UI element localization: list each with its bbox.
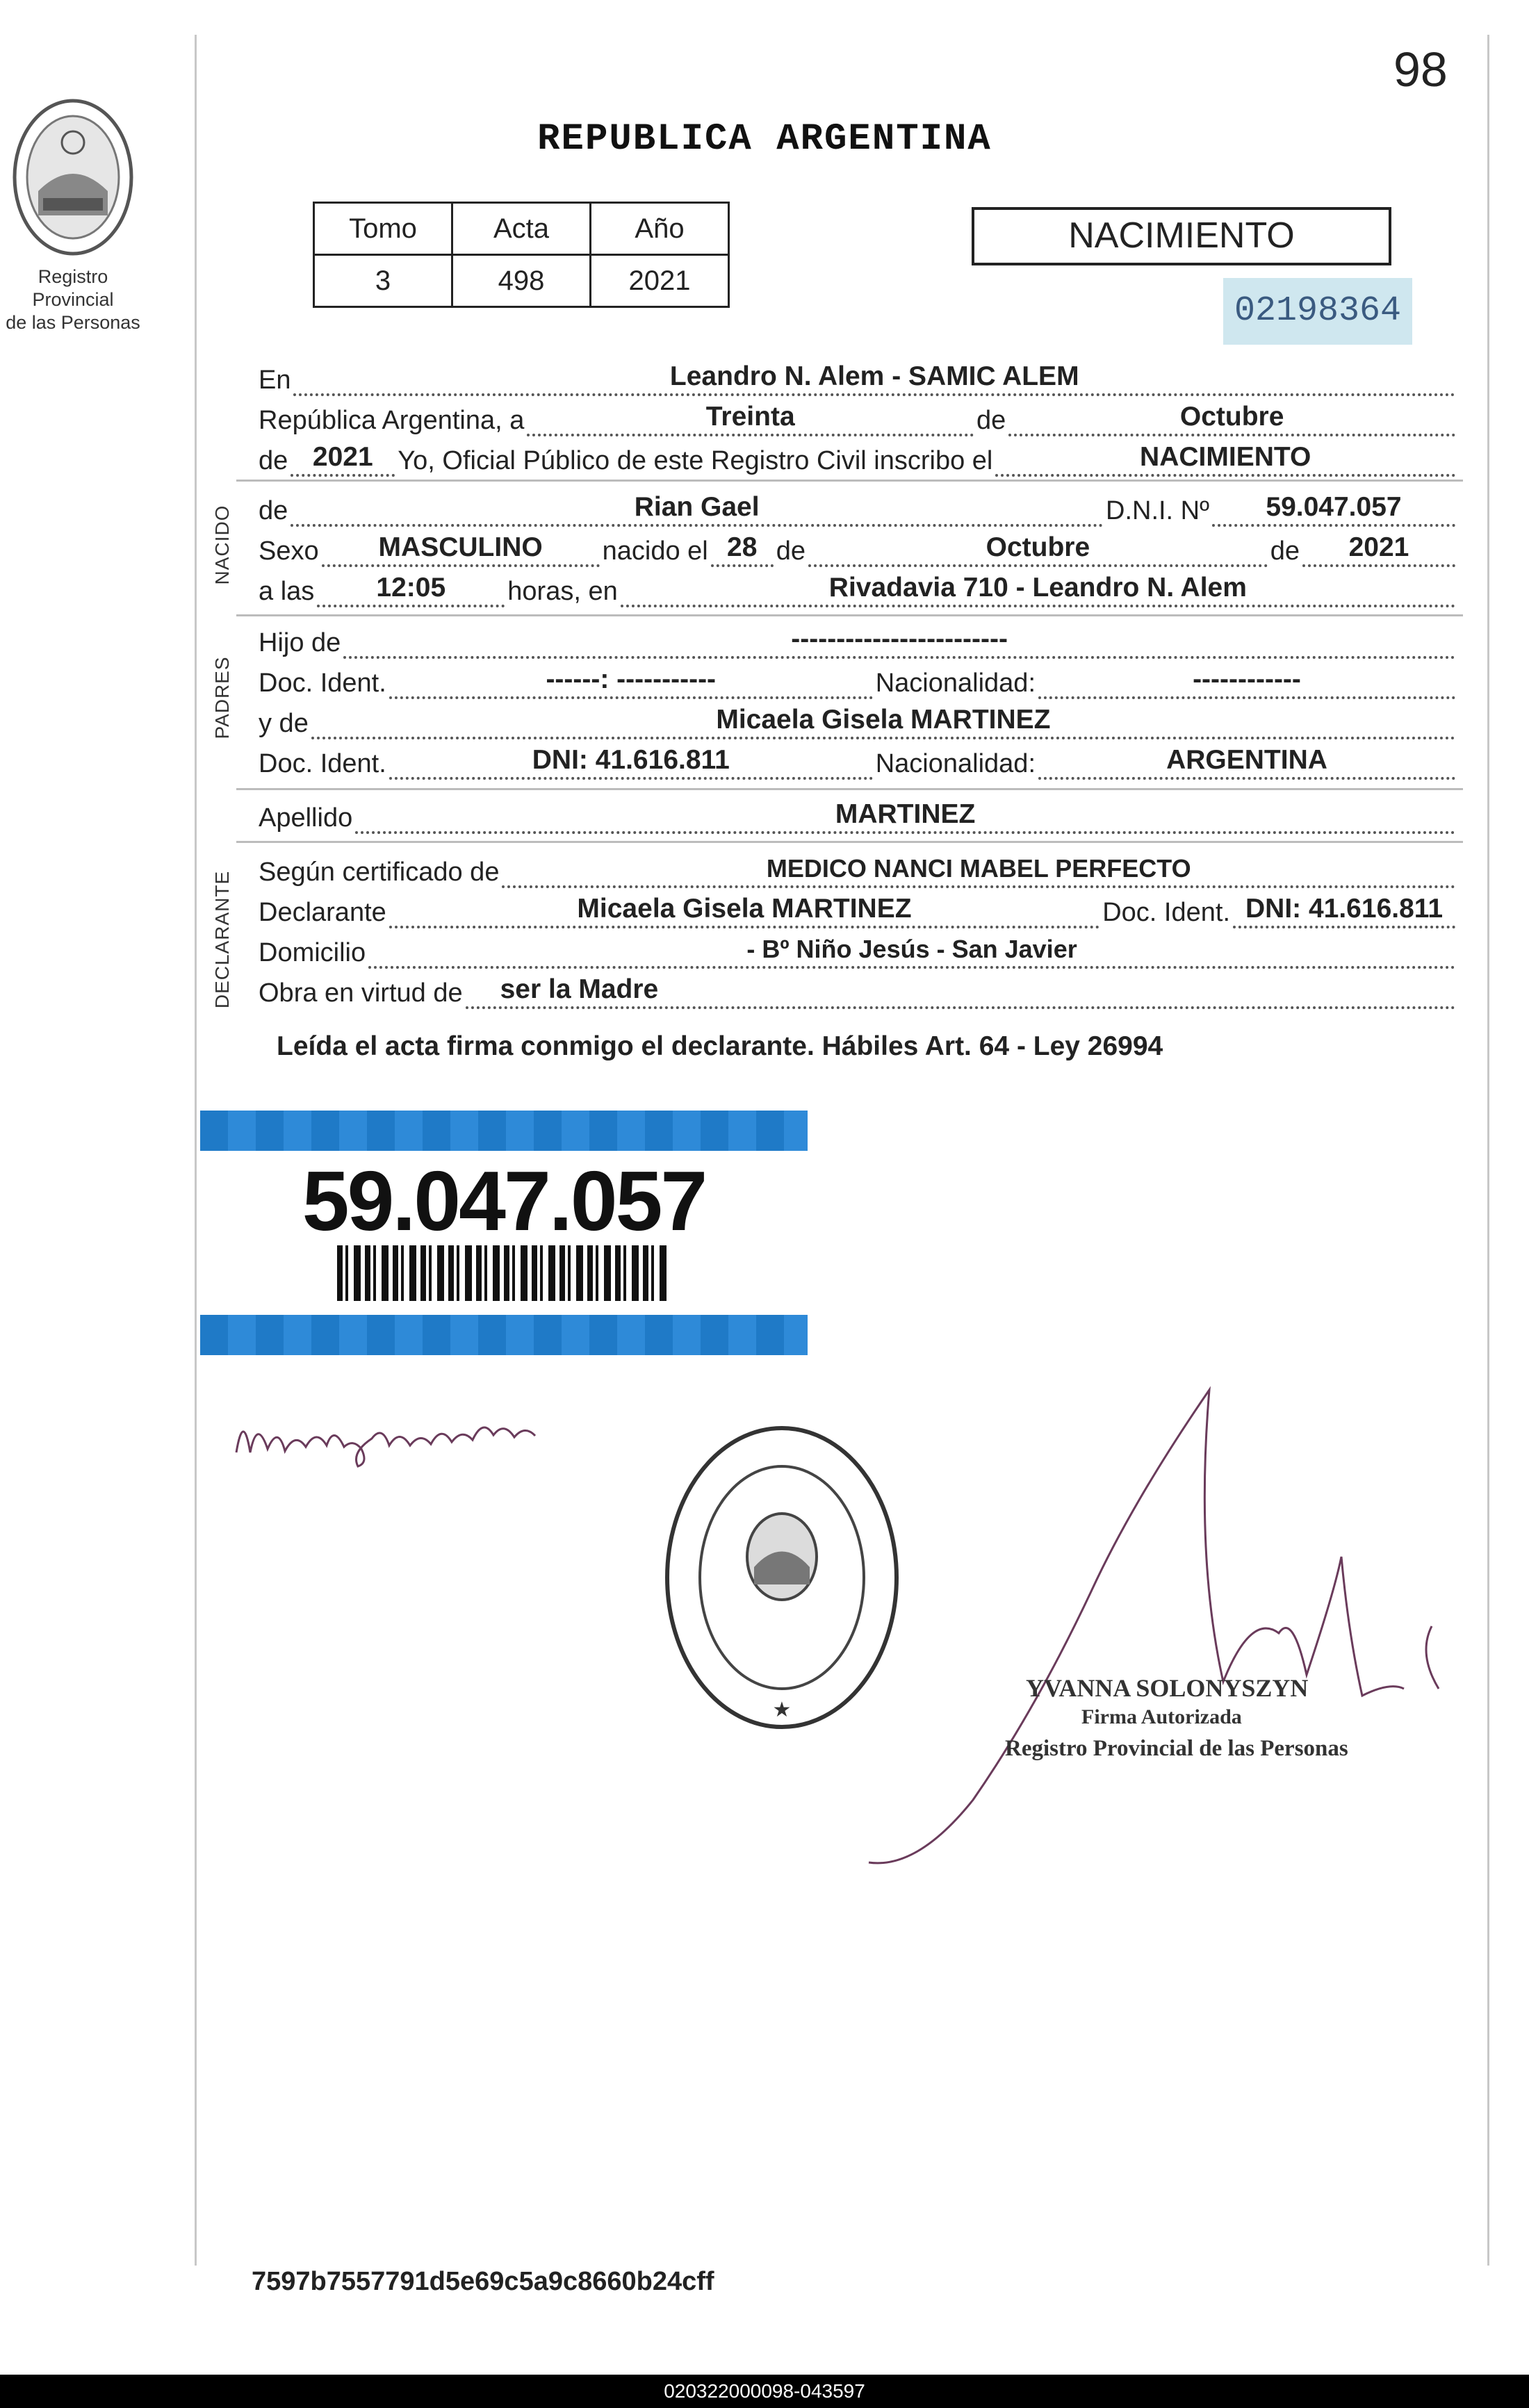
nacido-line-2 [259, 527, 1458, 567]
padre-nacionalidad: ------------ [1193, 664, 1301, 694]
record-reference-table [313, 202, 730, 308]
official-name: YVANNA SOLONYSZYN [1026, 1674, 1309, 1702]
de-label: de [976, 406, 1006, 435]
mes-value: Octubre [1179, 402, 1284, 432]
nacido-el-label: nacido el [602, 537, 708, 566]
sticker-band-top [200, 1111, 808, 1151]
closing-text: Leída el acta firma conmigo el declarante. Hábiles Art. 64 - Ley 26994 [277, 1031, 1163, 1061]
page-number: 98 [1393, 42, 1448, 97]
anio-value: 2021 [591, 255, 729, 307]
tomo-header: Tomo [314, 203, 452, 255]
declarante-line-3 [259, 928, 1458, 969]
padres-line-3 [259, 699, 1458, 739]
padres-section-label: PADRES [211, 656, 233, 739]
segun-label: Según certificado de [259, 858, 500, 887]
apellido-line [259, 794, 1458, 834]
declarante-section-label: DECLARANTE [211, 870, 233, 1009]
certificado-value: MEDICO NANCI MABEL PERFECTO [766, 854, 1191, 883]
acta-value: 498 [452, 255, 591, 307]
dni-sticker-number: 59.047.057 [302, 1154, 706, 1248]
padre-nacionalidad-label: Nacionalidad: [875, 669, 1036, 698]
intro-line-2 [259, 396, 1458, 436]
padre-nombre: ------------------------ [791, 624, 1008, 654]
padre-doc: ------: ----------- [546, 664, 717, 694]
nacido-de-label-2: de [776, 537, 806, 566]
padres-line-1 [259, 619, 1458, 659]
section-divider [236, 788, 1463, 790]
nacido-lugar: Rivadavia 710 - Leandro N. Alem [828, 573, 1247, 603]
nacido-de-label-3: de [1270, 537, 1300, 566]
madre-doc-label: Doc. Ident. [259, 749, 386, 778]
declarante-doc: DNI: 41.616.811 [1245, 894, 1444, 924]
declarante-label: Declarante [259, 898, 386, 927]
domicilio-value: - Bº Niño Jesús - San Javier [746, 935, 1077, 963]
acto-value: NACIMIENTO [1140, 442, 1311, 472]
anio-value: 2021 [312, 442, 373, 472]
de-label-2: de [259, 446, 288, 475]
nacido-anio: 2021 [1348, 532, 1409, 562]
footer-code-bar [0, 2375, 1529, 2408]
nacido-dia: 28 [727, 532, 758, 562]
padres-line-4 [259, 739, 1458, 780]
nacido-hora: 12:05 [376, 573, 446, 603]
padres-line-2 [259, 659, 1458, 699]
left-margin-rule [195, 35, 197, 2266]
declarante-line-2 [259, 888, 1458, 928]
nacido-dni: 59.047.057 [1266, 492, 1402, 522]
obra-label: Obra en virtud de [259, 978, 463, 1008]
declarante-line-4 [259, 969, 1458, 1009]
declarante-line-1 [259, 848, 1458, 888]
record-kind-box: NACIMIENTO [972, 207, 1391, 265]
en-label: En [259, 366, 291, 395]
svg-text:★: ★ [772, 1698, 792, 1721]
madre-nacionalidad-label: Nacionalidad: [875, 749, 1036, 778]
nacido-section-label: NACIDO [211, 505, 233, 585]
acta-header: Acta [452, 203, 591, 255]
declarante-doc-label: Doc. Ident. [1102, 898, 1230, 927]
section-divider [236, 480, 1463, 482]
section-divider [236, 614, 1463, 616]
declarante-nombre: Micaela Gisela MARTINEZ [577, 894, 912, 924]
nacido-sexo: MASCULINO [378, 532, 543, 562]
padre-doc-label: Doc. Ident. [259, 669, 386, 698]
right-margin-rule [1487, 35, 1489, 2266]
document-hash: 7597b7557791d5e69c5a9c8660b24cff [252, 2267, 714, 2296]
obra-value: ser la Madre [500, 974, 659, 1004]
nacido-nombre: Rian Gael [634, 492, 760, 522]
seal-caption-line2: de las Personas [6, 312, 140, 333]
oficial-text: Yo, Oficial Público de este Registro Civil inscribo el [398, 446, 993, 475]
provincial-seal [0, 94, 146, 261]
madre-nacionalidad: ARGENTINA [1166, 745, 1327, 775]
horas-en-label: horas, en [507, 577, 618, 606]
en-value: Leandro N. Alem - SAMIC ALEM [669, 361, 1079, 391]
seal-caption-line1: Registro Provincial [32, 266, 114, 310]
misiones-seal-icon [0, 94, 146, 261]
anio-header: Año [591, 203, 729, 255]
dia-value: Treinta [705, 402, 795, 432]
sexo-label: Sexo [259, 537, 319, 566]
sticker-band-bottom [200, 1315, 808, 1355]
intro-line-3 [259, 436, 1458, 477]
madre-doc: DNI: 41.616.811 [532, 745, 730, 775]
footer-code: 020322000098-043597 [664, 2380, 865, 2402]
intro-line-1 [259, 356, 1458, 396]
hijo-de-label: Hijo de [259, 628, 341, 657]
official-title: Firma Autorizada [1081, 1705, 1242, 1728]
y-de-label: y de [259, 709, 309, 738]
nacido-line-3 [259, 567, 1458, 607]
nacido-de-label: de [259, 496, 288, 525]
republica-label: República Argentina, a [259, 406, 525, 435]
barcode-icon [337, 1245, 671, 1301]
dni-sticker [200, 1151, 808, 1315]
dni-label: D.N.I. Nº [1106, 496, 1209, 525]
nacido-mes: Octubre [986, 532, 1090, 562]
a-las-label: a las [259, 577, 315, 606]
madre-nombre: Micaela Gisela MARTINEZ [716, 705, 1051, 735]
official-office: Registro Provincial de las Personas [1005, 1736, 1348, 1761]
tomo-value: 3 [314, 255, 452, 307]
apellido-value: MARTINEZ [835, 799, 976, 829]
section-divider [236, 841, 1463, 843]
official-signature-icon [862, 1383, 1460, 1883]
handwritten-signature-icon [229, 1397, 605, 1473]
domicilio-label: Domicilio [259, 938, 366, 967]
nacido-line-1 [259, 486, 1458, 527]
apellido-label: Apellido [259, 803, 353, 833]
serial-number: 02198364 [1223, 278, 1412, 345]
page-title: REPUBLICA ARGENTINA [537, 118, 992, 161]
